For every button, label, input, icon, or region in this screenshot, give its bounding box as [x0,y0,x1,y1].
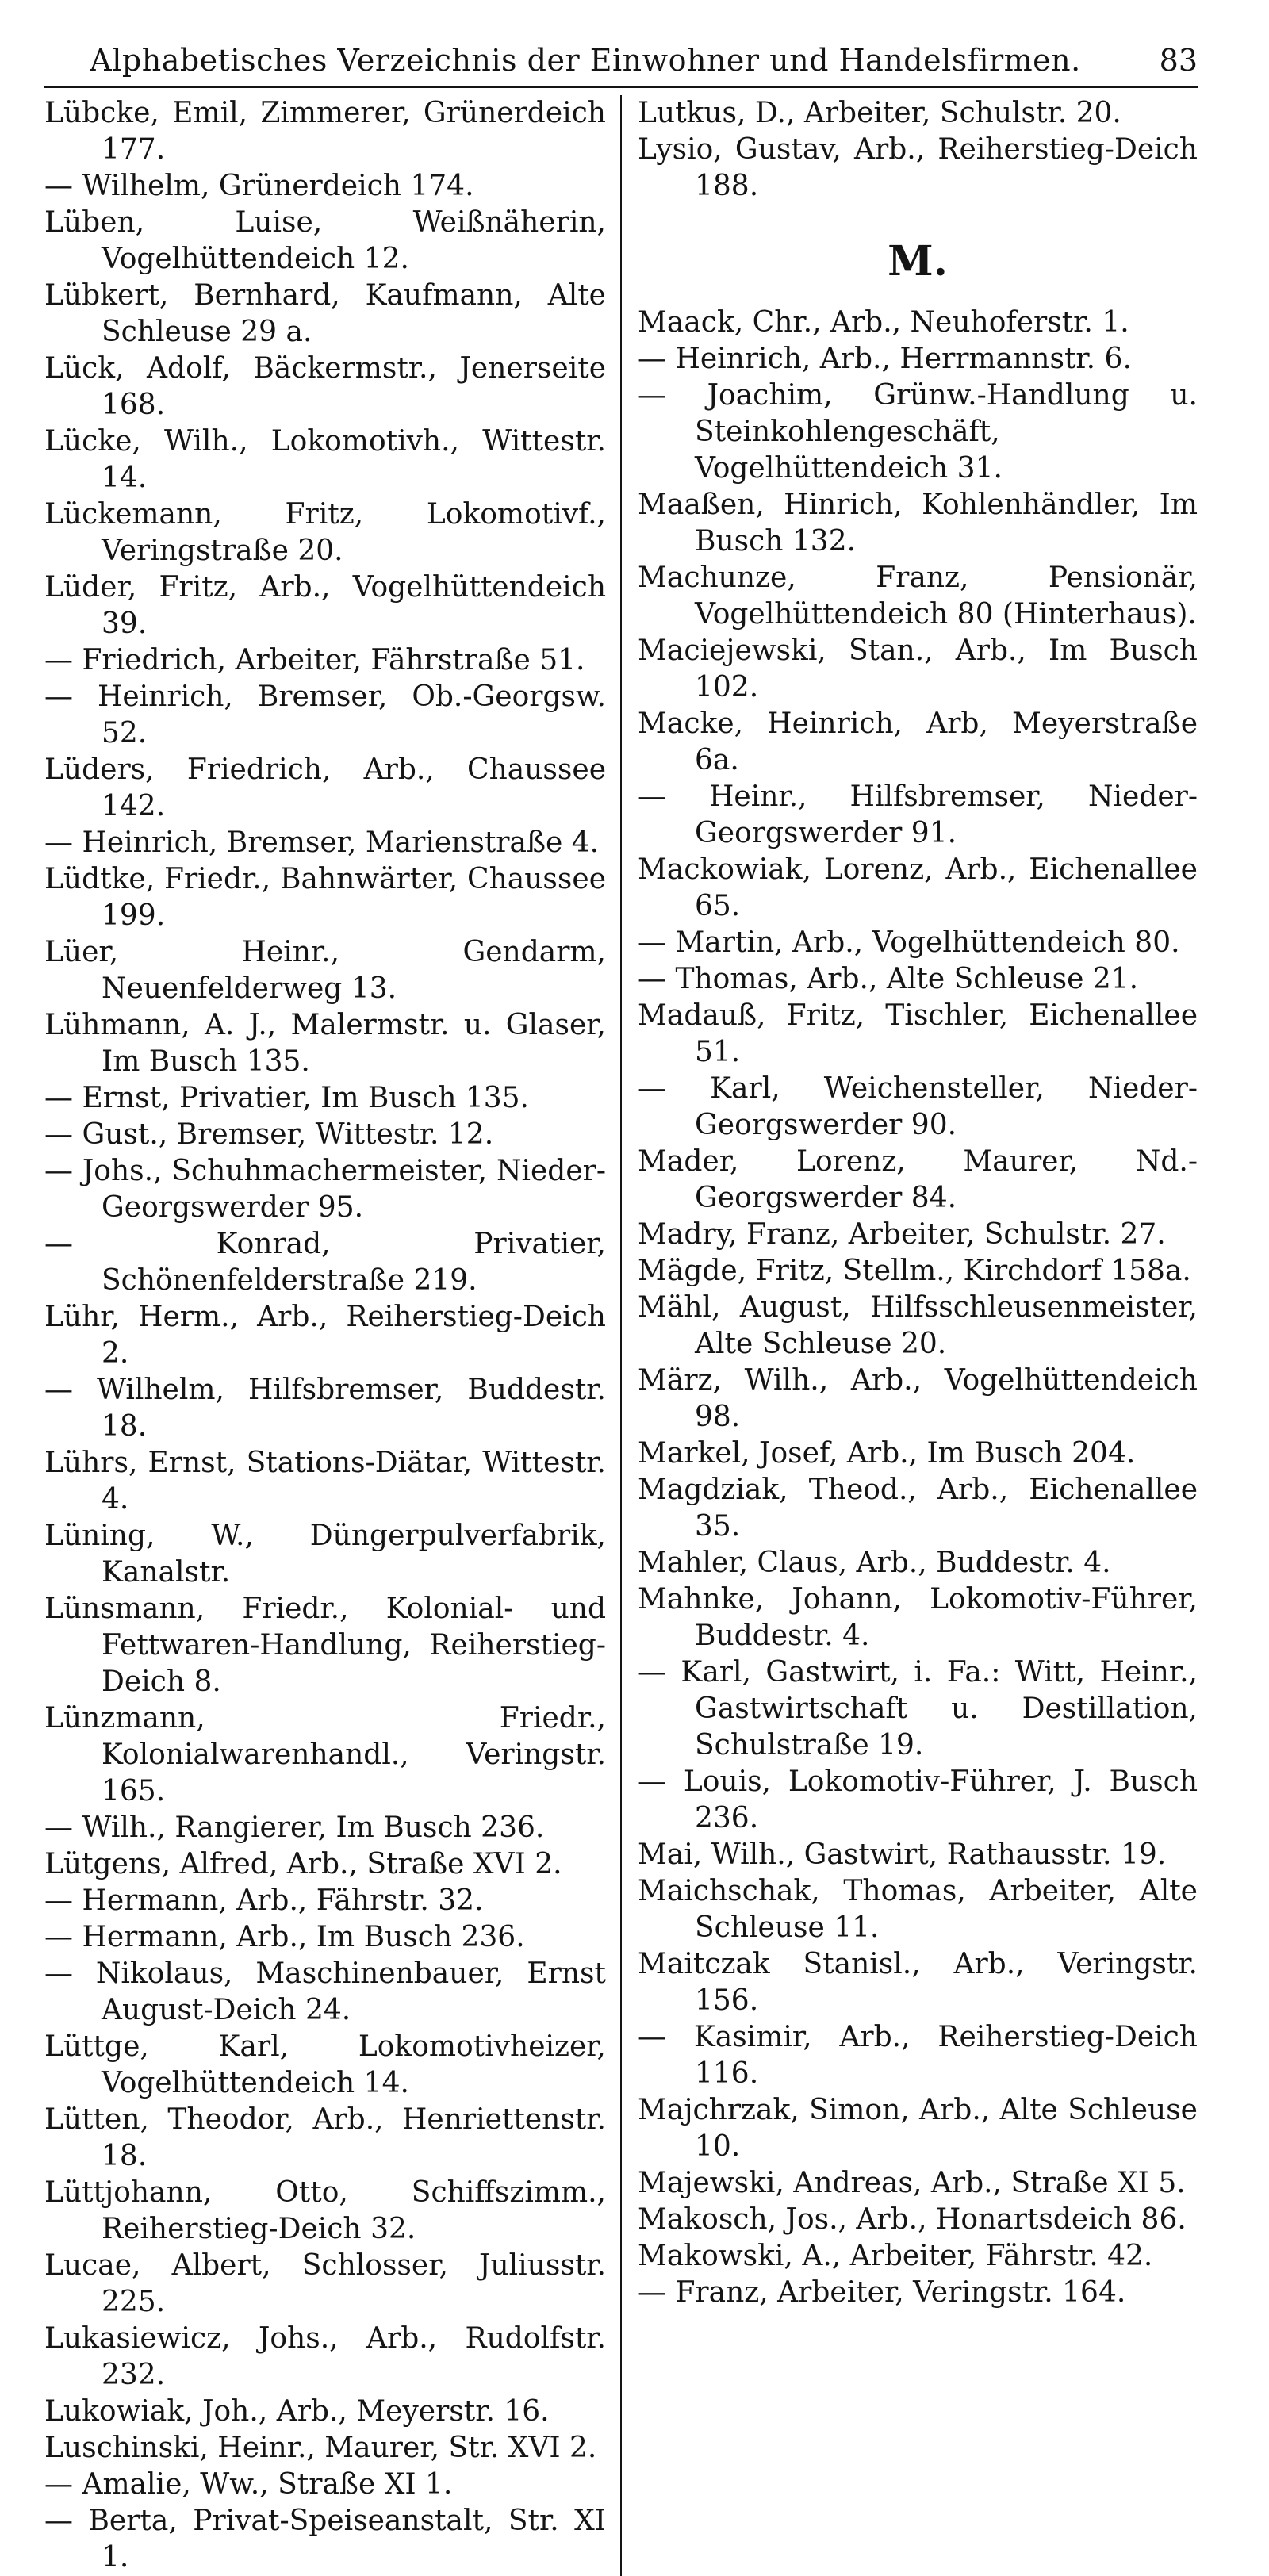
right-column [625,95,1198,2576]
directory-columns [44,95,1198,2576]
directory-entry: — Heinrich, Bremser, Ob.-Georgsw. 52. [44,680,606,749]
left-column [44,95,617,2576]
directory-entry: Mai, Wilh., Gastwirt, Rathausstr. 19. [638,1838,1167,1871]
directory-entry: Mahler, Claus, Arb., Buddestr. 4. [638,1547,1111,1579]
directory-entry: Magdziak, Theod., Arb., Eichenallee 35. [638,1474,1198,1543]
directory-entry: — Friedrich, Arbeiter, Fährstraße 51. [44,644,585,677]
directory-entry: — Nikolaus, Maschinenbauer, Ernst August-Deich 24. [44,1957,606,2026]
directory-entry: — Karl, Weichensteller, Nieder-Georgswerder 90. [638,1072,1198,1141]
directory-entry: Madauß, Fritz, Tischler, Eichenallee 51. [638,999,1198,1068]
directory-entry: Madry, Franz, Arbeiter, Schulstr. 27. [638,1218,1166,1251]
directory-entry: Lucae, Albert, Schlosser, Juliusstr. 225. [44,2249,606,2318]
directory-entry: Mahnke, Johann, Lokomotiv-Führer, Buddestr. 4. [638,1583,1198,1652]
directory-entry: Lückemann, Fritz, Lokomotivf., Veringstraße 20. [44,498,606,567]
directory-entry: Mackowiak, Lorenz, Arb., Eichenallee 65. [638,853,1198,922]
directory-entry: — Joachim, Grünw.-Handlung u. Steinkohlengeschäft, Vogelhüttendeich 31. [638,379,1198,485]
directory-entry: Lüben, Luise, Weißnäherin, Vogelhüttendeich 12. [44,206,606,275]
directory-entry: Lühmann, A. J., Malermstr. u. Glaser, Im Busch 135. [44,1009,606,1078]
directory-entry: Lücke, Wilh., Lokomotivh., Wittestr. 14. [44,425,606,494]
directory-entry: Lüttjohann, Otto, Schiffszimm., Reiherstieg-Deich 32. [44,2176,606,2245]
directory-entry: — Johs., Schuhmachermeister, Nieder-Georgswerder 95. [44,1155,606,1224]
directory-entry: — Amalie, Ww., Straße XI 1. [44,2468,453,2501]
directory-entry: Lukasiewicz, Johs., Arb., Rudolfstr. 232. [44,2322,606,2391]
directory-entry: Maaßen, Hinrich, Kohlenhändler, Im Busch 132. [638,489,1198,558]
directory-entry: — Gust., Bremser, Wittestr. 12. [44,1118,494,1151]
directory-entry: März, Wilh., Arb., Vogelhüttendeich 98. [638,1364,1198,1433]
directory-entry: — Wilh., Rangierer, Im Busch 236. [44,1811,545,1844]
directory-entry: Lüttge, Karl, Lokomotivheizer, Vogelhüttendeich 14. [44,2030,606,2099]
directory-entry: — Berta, Privat-Speiseanstalt, Str. XI 1. [44,2505,606,2574]
directory-entry: Maitczak Stanisl., Arb., Veringstr. 156. [638,1948,1198,2017]
header-rule [44,86,1198,88]
directory-entry: Maack, Chr., Arb., Neuhoferstr. 1. [638,306,1129,339]
right-column-top-entries [638,95,1198,205]
directory-entry: — Heinrich, Bremser, Marienstraße 4. [44,826,600,859]
directory-entry: Lück, Adolf, Bäckermstr., Jenerseite 168. [44,352,606,421]
page-header [44,36,1198,86]
directory-entry: — Wilhelm, Grünerdeich 174. [44,170,474,202]
directory-entry: Lüer, Heinr., Gendarm, Neuenfelderweg 13. [44,936,606,1005]
directory-entry: Lühr, Herm., Arb., Reiherstieg-Deich 2. [44,1301,606,1370]
directory-entry: — Kasimir, Arb., Reiherstieg-Deich 116. [638,2021,1198,2090]
directory-entry: Lührs, Ernst, Stations-Diätar, Wittestr. 4. [44,1447,606,1516]
directory-entry: Lünzmann, Friedr., Kolonialwarenhandl., Veringstr. 165. [44,1702,606,1807]
column-divider [620,95,622,2576]
directory-entry: Lübkert, Bernhard, Kaufmann, Alte Schleuse 29 a. [44,279,606,348]
directory-entry: Lütten, Theodor, Arb., Henriettenstr. 18. [44,2103,606,2172]
directory-entry: — Karl, Gastwirt, i. Fa.: Witt, Heinr., Gastwirtschaft u. Destillation, Schulstraße 19. [638,1656,1198,1761]
directory-entry: Lüders, Friedrich, Arb., Chaussee 142. [44,753,606,822]
directory-entry: Makowski, A., Arbeiter, Fährstr. 42. [638,2240,1153,2272]
directory-entry: — Heinrich, Arb., Herrmannstr. 6. [638,343,1132,375]
directory-entry: — Hermann, Arb., Im Busch 236. [44,1921,525,1953]
directory-entry: — Wilhelm, Hilfsbremser, Buddestr. 18. [44,1374,606,1443]
directory-entry: — Hermann, Arb., Fährstr. 32. [44,1884,484,1917]
directory-entry: Majewski, Andreas, Arb., Straße XI 5. [638,2167,1186,2199]
directory-entry: Lüdtke, Friedr., Bahnwärter, Chaussee 199. [44,863,606,932]
directory-entry: Majchrzak, Simon, Arb., Alte Schleuse 10. [638,2094,1198,2163]
page-title: Alphabetisches Verzeichnis der Einwohner und Handelsfirmen. [90,43,1081,78]
directory-entry: Mähl, August, Hilfsschleusenmeister, Alte Schleuse 20. [638,1291,1198,1360]
directory-entry: Maichschak, Thomas, Arbeiter, Alte Schleuse 11. [638,1875,1198,1944]
page-number: 83 [1159,43,1198,78]
directory-entry: Lünsmann, Friedr., Kolonial- und Fettwaren-Handlung, Reiherstieg-Deich 8. [44,1593,606,1698]
directory-entry: Mägde, Fritz, Stellm., Kirchdorf 158a. [638,1255,1191,1287]
directory-entry: Lüder, Fritz, Arb., Vogelhüttendeich 39. [44,571,606,640]
directory-entry: Macke, Heinrich, Arb, Meyerstraße 6a. [638,707,1198,776]
directory-entry: Lüning, W., Düngerpulverfabrik, Kanalstr. [44,1520,606,1589]
directory-entry: — Louis, Lokomotiv-Führer, J. Busch 236. [638,1765,1198,1834]
directory-entry: — Thomas, Arb., Alte Schleuse 21. [638,963,1139,995]
directory-entry: Maciejewski, Stan., Arb., Im Busch 102. [638,634,1198,703]
directory-entry: Mader, Lorenz, Maurer, Nd.-Georgswerder 84. [638,1145,1198,1214]
directory-entry: Lutkus, D., Arbeiter, Schulstr. 20. [638,97,1121,129]
directory-entry: Lukowiak, Joh., Arb., Meyerstr. 16. [44,2395,550,2428]
directory-entry: — Martin, Arb., Vogelhüttendeich 80. [638,926,1180,959]
directory-entry: — Heinr., Hilfsbremser, Nieder-Georgswerder 91. [638,780,1198,849]
directory-entry: Machunze, Franz, Pensionär, Vogelhüttendeich 80 (Hinterhaus). [638,562,1198,631]
right-column-entries [638,305,1198,2311]
directory-entry: — Konrad, Privatier, Schönenfelderstraße 219. [44,1228,606,1297]
directory-entry: — Ernst, Privatier, Im Busch 135. [44,1082,529,1114]
directory-entry: — Franz, Arbeiter, Veringstr. 164. [638,2276,1126,2309]
directory-entry: Lysio, Gustav, Arb., Reiherstieg-Deich 188. [638,133,1198,202]
directory-entry: Luschinski, Heinr., Maurer, Str. XVI 2. [44,2432,597,2464]
directory-entry: Lübcke, Emil, Zimmerer, Grünerdeich 177. [44,97,606,166]
directory-entry: Makosch, Jos., Arb., Honartsdeich 86. [638,2203,1187,2236]
directory-entry: Lütgens, Alfred, Arb., Straße XVI 2. [44,1848,562,1880]
directory-entry: Markel, Josef, Arb., Im Busch 204. [638,1437,1136,1470]
section-letter-heading: M. [888,237,948,286]
